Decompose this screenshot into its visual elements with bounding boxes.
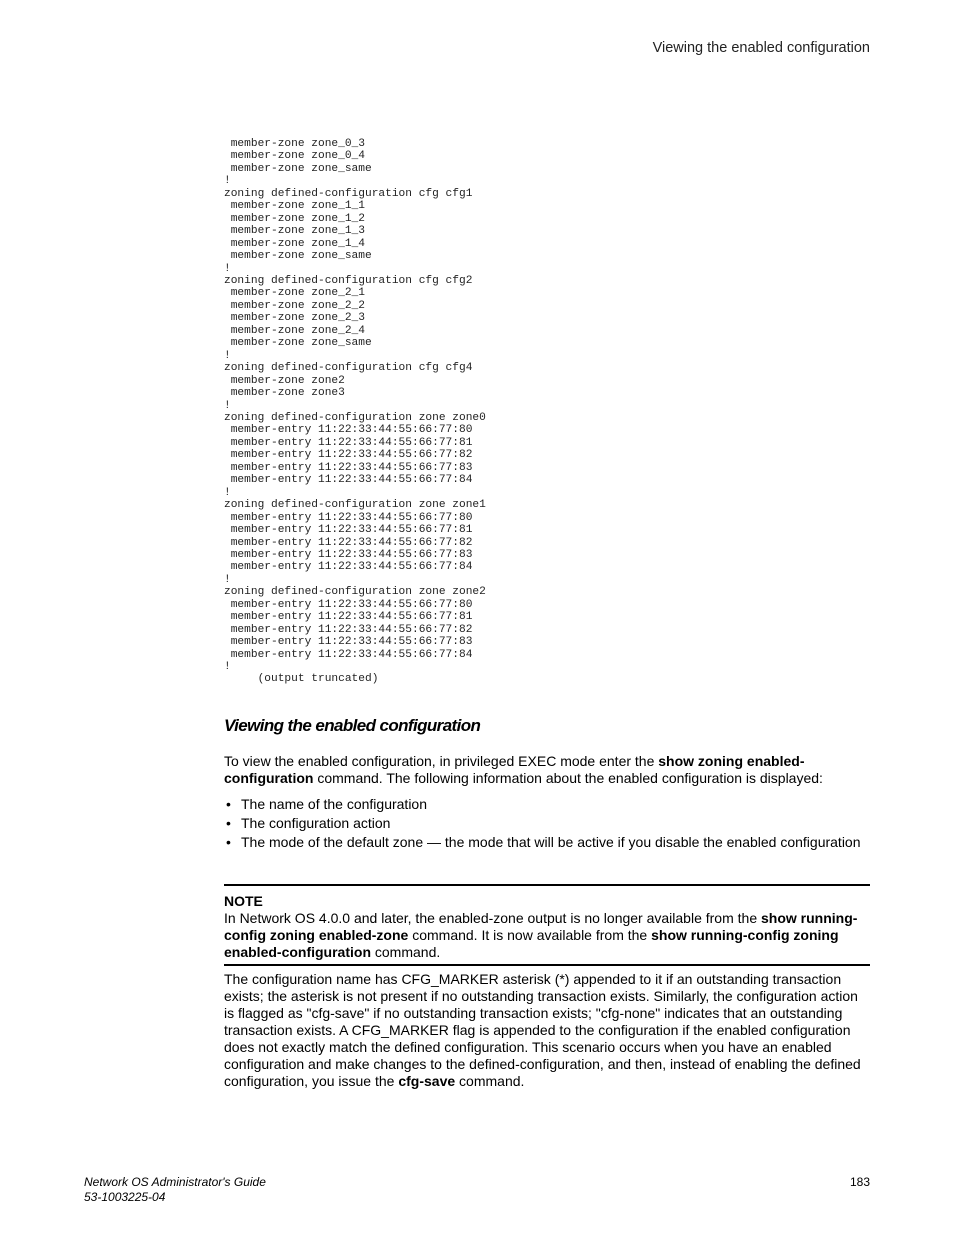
- command-name: show zoning enabled-configuration: [224, 753, 805, 786]
- info-bullet-list: [224, 796, 870, 853]
- page-number: 183: [849, 1175, 870, 1189]
- running-header: Viewing the enabled configuration: [652, 40, 870, 56]
- note-text: In Network OS 4.0.0 and later, the enabled-zone output is no longer available from the show running-config zoning enabled-zone command. It is now available from the show running-config zoning enabled-configuration command.: [224, 910, 858, 960]
- note-label: NOTE: [224, 893, 263, 909]
- code-line: member-zone zone_1_4: [224, 237, 365, 250]
- code-line: member-entry 11:22:33:44:55:66:77:84: [224, 648, 473, 661]
- section-title: Viewing the enabled configuration: [224, 716, 481, 735]
- code-line: member-entry 11:22:33:44:55:66:77:80: [224, 598, 473, 611]
- code-line: member-entry 11:22:33:44:55:66:77:84: [224, 561, 473, 574]
- code-line: member-entry 11:22:33:44:55:66:77:83: [224, 548, 473, 561]
- code-line: member-zone zone3: [224, 387, 345, 400]
- code-line: member-entry 11:22:33:44:55:66:77:81: [224, 524, 473, 537]
- code-line: zoning defined-configuration cfg cfg2: [224, 274, 473, 287]
- list-item: • The configuration action: [226, 815, 391, 831]
- code-line: member-zone zone_2_1: [224, 287, 365, 300]
- code-line: zoning defined-configuration zone zone2: [224, 586, 486, 599]
- code-line: !: [224, 399, 231, 412]
- code-line: !: [224, 573, 231, 586]
- code-line: !: [224, 486, 231, 499]
- list-item: • The name of the configuration: [226, 796, 428, 812]
- code-line: !: [224, 262, 231, 275]
- code-line: member-zone zone_1_2: [224, 212, 365, 225]
- code-line: member-zone zone_0_3: [224, 138, 365, 150]
- cli-output-block: [224, 138, 486, 686]
- code-line: !: [224, 661, 231, 674]
- code-line: member-entry 11:22:33:44:55:66:77:82: [224, 623, 473, 636]
- code-line: zoning defined-configuration zone zone0: [224, 411, 486, 424]
- code-line: member-entry 11:22:33:44:55:66:77:82: [224, 536, 473, 549]
- code-line: member-zone zone_same: [224, 162, 372, 175]
- command-name: cfg-save: [398, 1073, 456, 1089]
- code-line: member-entry 11:22:33:44:55:66:77:81: [224, 436, 473, 449]
- command-name: show running-config zoning enabled-zone: [224, 910, 858, 943]
- code-line: member-zone zone_2_4: [224, 324, 365, 337]
- code-line: member-zone zone_2_2: [224, 299, 365, 312]
- code-line: member-zone zone_2_3: [224, 312, 365, 325]
- code-line: !: [224, 175, 231, 188]
- code-line: member-entry 11:22:33:44:55:66:77:84: [224, 474, 473, 487]
- note-box: [224, 884, 870, 966]
- code-line: member-entry 11:22:33:44:55:66:77:81: [224, 611, 473, 624]
- guide-title: Network OS Administrator's Guide: [84, 1175, 266, 1189]
- command-name: show running-config zoning enabled-configuration: [224, 927, 839, 960]
- code-line: member-entry 11:22:33:44:55:66:77:82: [224, 449, 473, 462]
- bullet-icon: •: [226, 815, 231, 831]
- code-line: member-entry 11:22:33:44:55:66:77:80: [224, 424, 473, 437]
- code-line: (output truncated): [224, 673, 379, 686]
- code-line: zoning defined-configuration cfg cfg1: [224, 187, 473, 200]
- code-line: !: [224, 349, 231, 362]
- code-line: member-entry 11:22:33:44:55:66:77:83: [224, 636, 473, 649]
- cfg-marker-paragraph: The configuration name has CFG_MARKER asterisk (*) appended to it if an outstanding transaction exists; the asterisk is not present if no outstanding transaction exists. Similarly, the configuration action is flagged as "cfg-save" if no outstanding transaction exists; "cfg-none" indicates that an outstanding transaction exists. A CFG_MARKER flag is appended to the configuration if the enabled configuration does not exactly match the defined configuration. This scenario occurs when you have an enabled configuration and make changes to the defined-configuration, and then, instead of enabling the defined configuration, you issue the cfg-save command.: [224, 971, 861, 1089]
- code-line: member-entry 11:22:33:44:55:66:77:80: [224, 511, 473, 524]
- code-line: member-entry 11:22:33:44:55:66:77:83: [224, 461, 473, 474]
- bullet-icon: •: [226, 834, 231, 850]
- code-line: member-zone zone_1_1: [224, 200, 365, 213]
- list-item: • The mode of the default zone — the mode that will be active if you disable the enabled configuration: [226, 834, 861, 850]
- footer-left: [84, 1175, 266, 1205]
- code-line: zoning defined-configuration zone zone1: [224, 499, 486, 512]
- code-line: member-zone zone_same: [224, 337, 372, 350]
- code-line: member-zone zone2: [224, 374, 345, 387]
- code-line: member-zone zone_same: [224, 250, 372, 263]
- intro-paragraph: To view the enabled configuration, in privileged EXEC mode enter the show zoning enabled-configuration command. The following information about the enabled configuration is displayed:: [224, 753, 823, 786]
- code-line: zoning defined-configuration cfg cfg4: [224, 362, 473, 375]
- bullet-icon: •: [226, 796, 231, 812]
- code-line: member-zone zone_1_3: [224, 225, 365, 238]
- code-line: member-zone zone_0_4: [224, 150, 365, 163]
- doc-number: 53-1003225-04: [84, 1190, 166, 1204]
